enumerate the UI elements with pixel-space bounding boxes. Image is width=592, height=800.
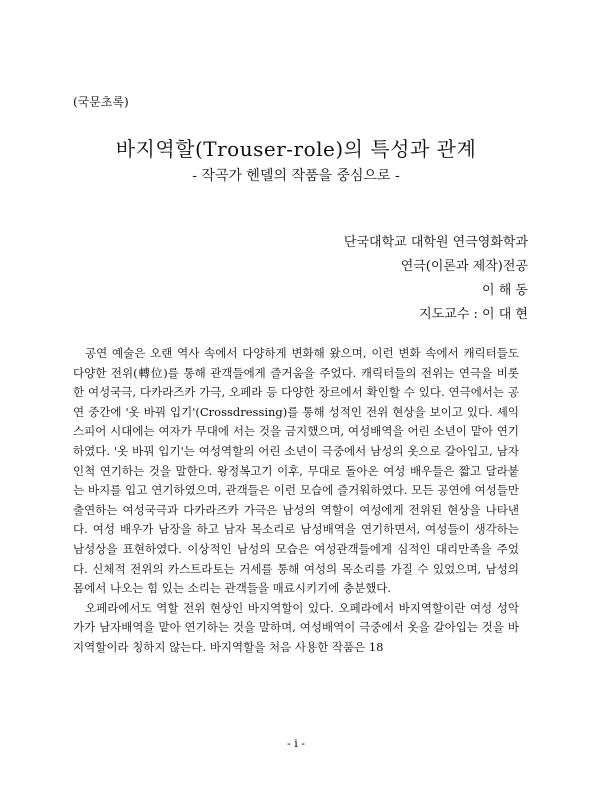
- abstract-label: (국문초록): [73, 95, 129, 109]
- author-major: 연극(이론과 제작)전공: [400, 259, 528, 274]
- advisor-name: 지도교수 : 이 대 현: [419, 307, 528, 322]
- body-paragraph: 오페라에서도 역할 전위 현상인 바지역할이 있다. 오페라에서 바지역할이란 여성 성악가가 남자배역을 맡아 연기하는 것을 말하며, 여성배역이 극중에서 옷을 갈아입는 것을 바지역할이라 칭하지 않는다. 바지역할을 처음 사용한 작품은 18: [73, 600, 519, 654]
- body-paragraph: 공연 예술은 오랜 역사 속에서 다양하게 변화해 왔으며, 이런 변화 속에서 캐릭터들도 다양한 전위(轉位)를 통해 관객들에게 즐거움을 주었다. 캐릭터들의 전위는 연극을 비롯한 여성국극, 다카라즈카 가극, 오페라 등 다양한 장르에서 확인할 수 있다. 연극에서는 공연 중간에 '옷 바꿔 입기'(Crossdressing)를 통해 성적인 전위 현상을 보이고 있다. 셰익스피어 시대에는 여자가 무대에 서는 것을 금지했으며, 여성배역을 어린 소년이 맡아 연기하였다. '옷 바꿔 입기'는 여성역할의 어린 소년이 극중에서 남성의 옷으로 갈아입고, 남자인척 연기하는 것을 말한다. 왕정복고기 이후, 무대로 돌아온 여성 배우들은 짧고 달라붙는 바지를 입고 연기하였으며, 관객들은 이런 모습에 즐거워하였다. 모든 공연에 여성들만 출연하는 여성국극과 다카라즈카 가극은 남성의 역할이 여성에게 전위된 현상을 나타낸다. 여성 배우가 남장을 하고 남자 목소리로 남성배역을 연기하면서, 여성들이 생각하는 남성상을 표현하였다. 이상적인 남성의 모습은 여성관객들에게 심적인 대리만족을 주었다. 신체적 전위의 카스트라토는 거세를 통해 여성의 목소리를 가질 수 있었으며, 남성의 몸에서 나오는 힘 있는 소리는 관객들을 매료시키기에 충분했다.: [73, 346, 519, 596]
- document-title: 바지역할(Trouser-role)의 특성과 관계: [115, 137, 477, 161]
- abstract-body: [73, 344, 519, 658]
- author-affiliation: 단국대학교 대학원 연극영화학과: [343, 235, 528, 250]
- author-name: 이 해 동: [482, 283, 528, 298]
- document-subtitle: - 작곡가 헨델의 작품을 중심으로 -: [192, 168, 400, 184]
- author-info: [344, 231, 528, 327]
- page-number: - i -: [287, 737, 305, 750]
